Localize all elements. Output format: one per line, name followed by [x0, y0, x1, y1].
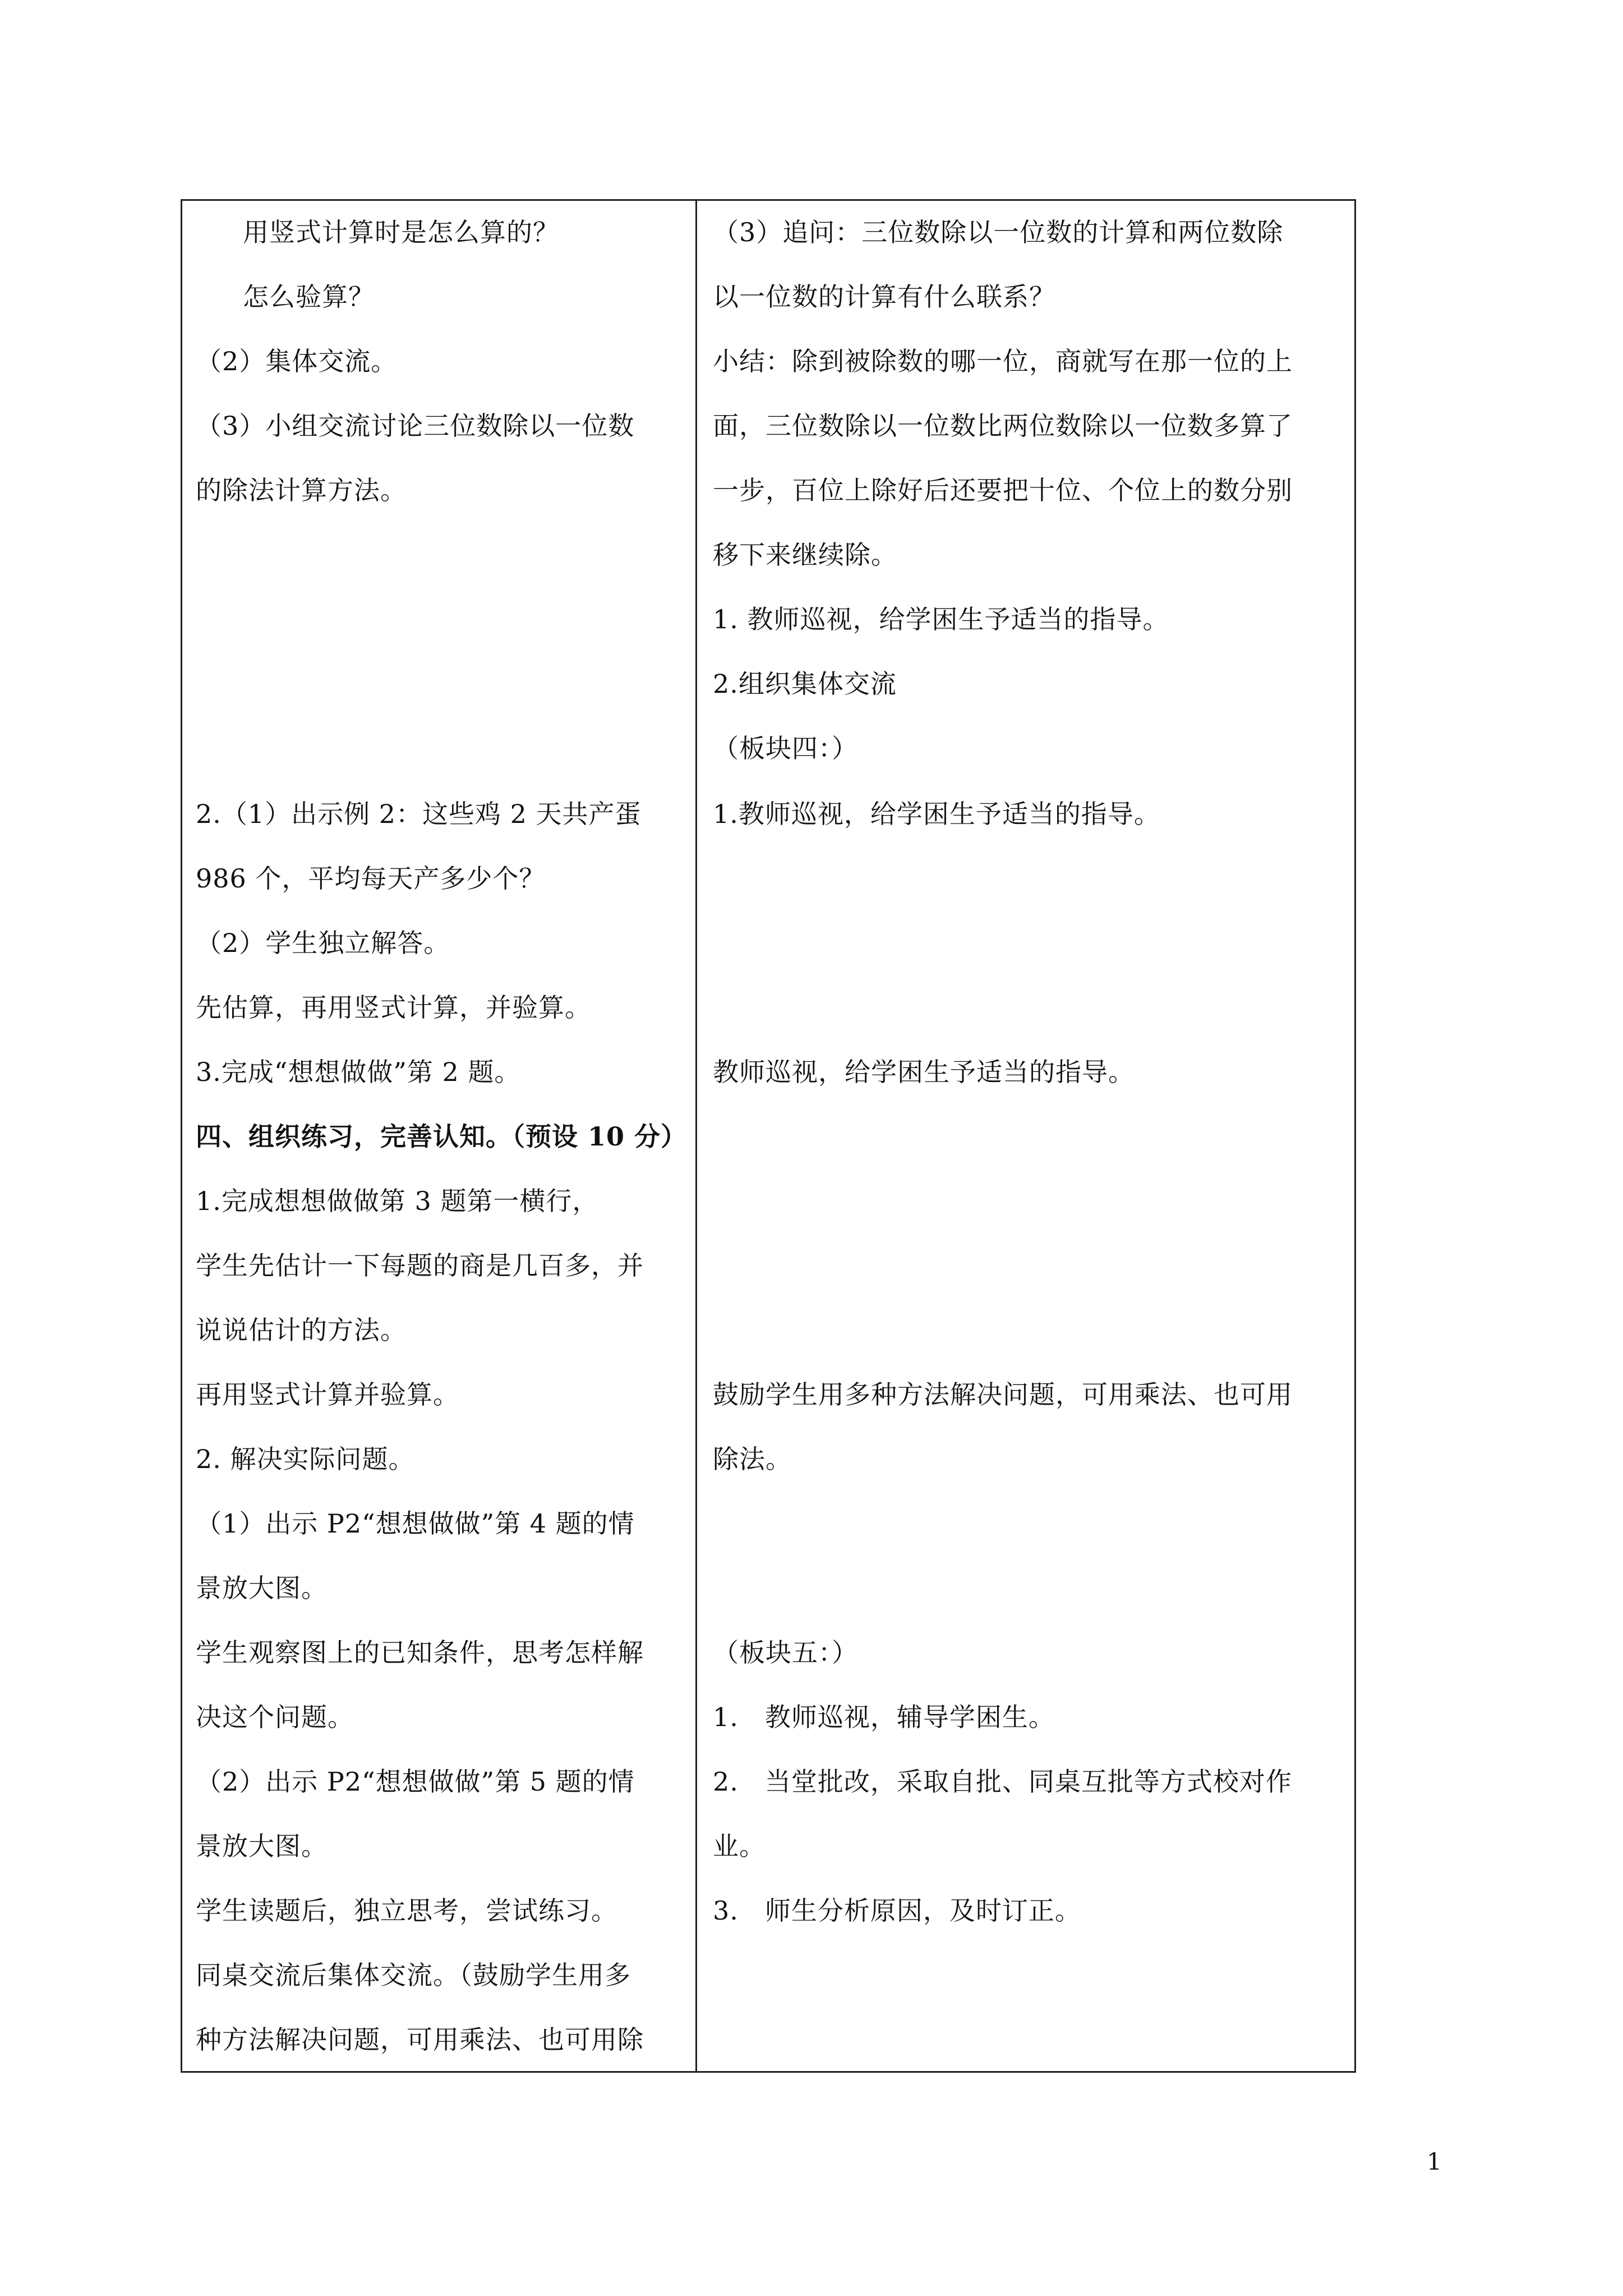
section-heading: 四、组织练习，完善认知。（预设 10 分）: [196, 1121, 688, 1152]
left-line-12: 1.完成想想做做第 3 题第一横行，: [196, 1186, 599, 1216]
left-line-23: 学生读题后，独立思考，尝试练习。: [196, 1895, 617, 1926]
right-line-12: 鼓励学生用多种方法解决问题，可用乘法、也可用: [713, 1379, 1293, 1410]
right-line-10: 1.教师巡视，给学困生予适当的指导。: [713, 799, 1160, 829]
right-line-14: （板块五：）: [713, 1637, 858, 1668]
left-line-4: （3）小组交流讨论三位数除以一位数: [196, 411, 635, 441]
right-line-6: 移下来继续除。: [713, 540, 897, 570]
right-line-3: 小结：除到被除数的哪一位，商就写在那一位的上: [713, 346, 1293, 376]
left-line-19: 学生观察图上的已知条件，思考怎样解: [196, 1637, 644, 1668]
right-line-9: （板块四：）: [713, 733, 858, 763]
right-line-1: （3）追问：三位数除以一位数的计算和两位数除: [713, 217, 1284, 247]
left-line-22: 景放大图。: [196, 1831, 328, 1861]
right-line-13: 除法。: [713, 1444, 792, 1474]
left-line-20: 决这个问题。: [196, 1702, 354, 1732]
right-line-15: 1. 教师巡视，辅导学困生。: [713, 1702, 1055, 1732]
left-line-2: 怎么验算？: [243, 282, 375, 312]
left-line-16: 2. 解决实际问题。: [196, 1444, 415, 1474]
left-line-3: （2）集体交流。: [196, 346, 398, 376]
left-line-5: 的除法计算方法。: [196, 475, 407, 505]
left-line-18: 景放大图。: [196, 1573, 328, 1603]
left-line-13: 学生先估计一下每题的商是几百多，并: [196, 1250, 644, 1281]
right-line-4: 面，三位数除以一位数比两位数除以一位数多算了: [713, 411, 1293, 441]
left-line-7: 986 个，平均每天产多少个？: [196, 863, 546, 894]
left-line-9: 先估算，再用竖式计算，并验算。: [196, 992, 591, 1023]
left-line-15: 再用竖式计算并验算。: [196, 1379, 459, 1410]
left-line-8: （2）学生独立解答。: [196, 928, 450, 958]
left-line-14: 说说估计的方法。: [196, 1315, 407, 1345]
left-line-10: 3.完成“想想做做”第 2 题。: [196, 1057, 521, 1087]
right-line-18: 3. 师生分析原因，及时订正。: [713, 1895, 1081, 1926]
student-activity-column: [182, 201, 697, 2071]
right-line-16: 2. 当堂批改，采取自批、同桌互批等方式校对作: [713, 1766, 1292, 1797]
left-line-21: （2）出示 P2“想想做做”第 5 题的情: [196, 1766, 635, 1797]
left-line-1: 用竖式计算时是怎么算的？: [243, 217, 559, 247]
teacher-guidance-column: [697, 201, 1354, 2071]
right-line-17: 业。: [713, 1831, 766, 1861]
right-line-2: 以一位数的计算有什么联系？: [713, 282, 1055, 312]
left-line-24: 同桌交流后集体交流。（鼓励学生用多: [196, 1960, 631, 1990]
left-line-6: 2.（1）出示例 2：这些鸡 2 天共产蛋: [196, 799, 642, 829]
left-line-17: （1）出示 P2“想想做做”第 4 题的情: [196, 1508, 635, 1539]
right-line-11: 教师巡视，给学困生予适当的指导。: [713, 1057, 1135, 1087]
lesson-plan-table: [181, 199, 1356, 2073]
left-line-25: 种方法解决问题，可用乘法、也可用除: [196, 2024, 644, 2055]
page-number: 1: [1427, 2148, 1442, 2175]
right-line-8: 2.组织集体交流: [713, 669, 897, 699]
right-line-7: 1. 教师巡视，给学困生予适当的指导。: [713, 604, 1169, 634]
right-line-5: 一步，百位上除好后还要把十位、个位上的数分别: [713, 475, 1293, 505]
